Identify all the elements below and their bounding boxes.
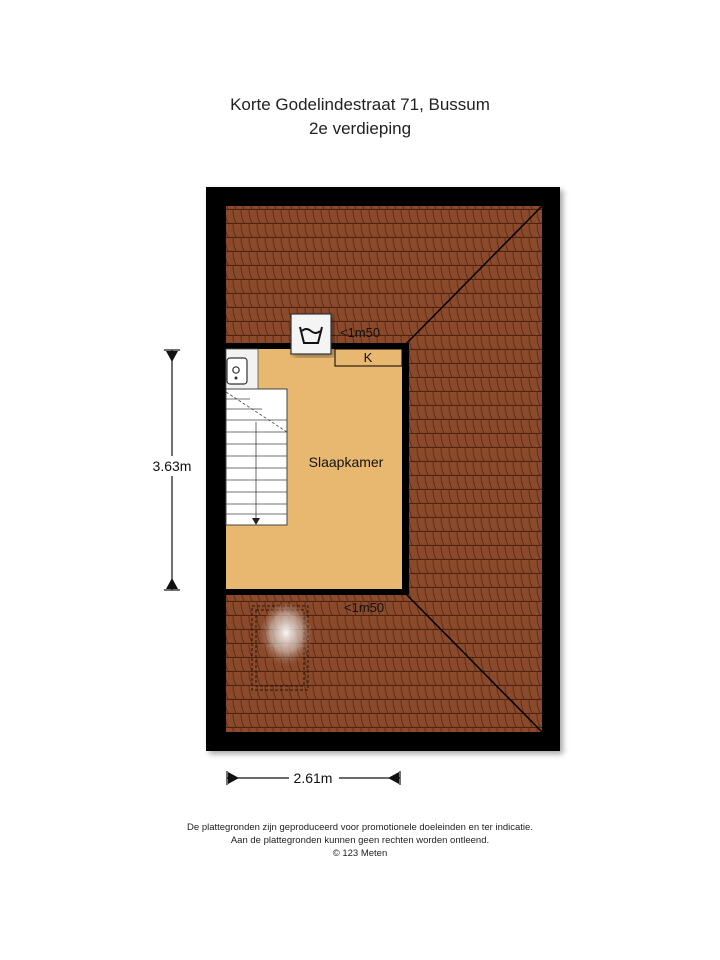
- copyright-line: © 123 Meten: [332, 848, 388, 859]
- height-dimension-label: 3.63m: [152, 458, 192, 474]
- staircase-icon: [226, 389, 287, 525]
- plan-address-title: Korte Godelindestraat 71, Bussum: [230, 95, 490, 114]
- disclaimer-line-1: De plattegronden zijn geproduceerd voor promotionele doeleinden en ter indicatie.: [187, 822, 533, 833]
- closet-label: K: [363, 350, 373, 365]
- headroom-top-label: <1m50: [340, 325, 381, 340]
- bedroom-label: Slaapkamer: [308, 454, 384, 470]
- boiler-icon: [227, 358, 247, 384]
- washing-machine-icon: [291, 314, 331, 354]
- floor-level-title: 2e verdieping: [308, 119, 412, 138]
- headroom-bottom-label: <1m50: [344, 600, 385, 615]
- width-dimension-label: 2.61m: [293, 770, 333, 786]
- disclaimer-line-2: Aan de plattegronden kunnen geen rechten worden ontleend.: [230, 835, 490, 846]
